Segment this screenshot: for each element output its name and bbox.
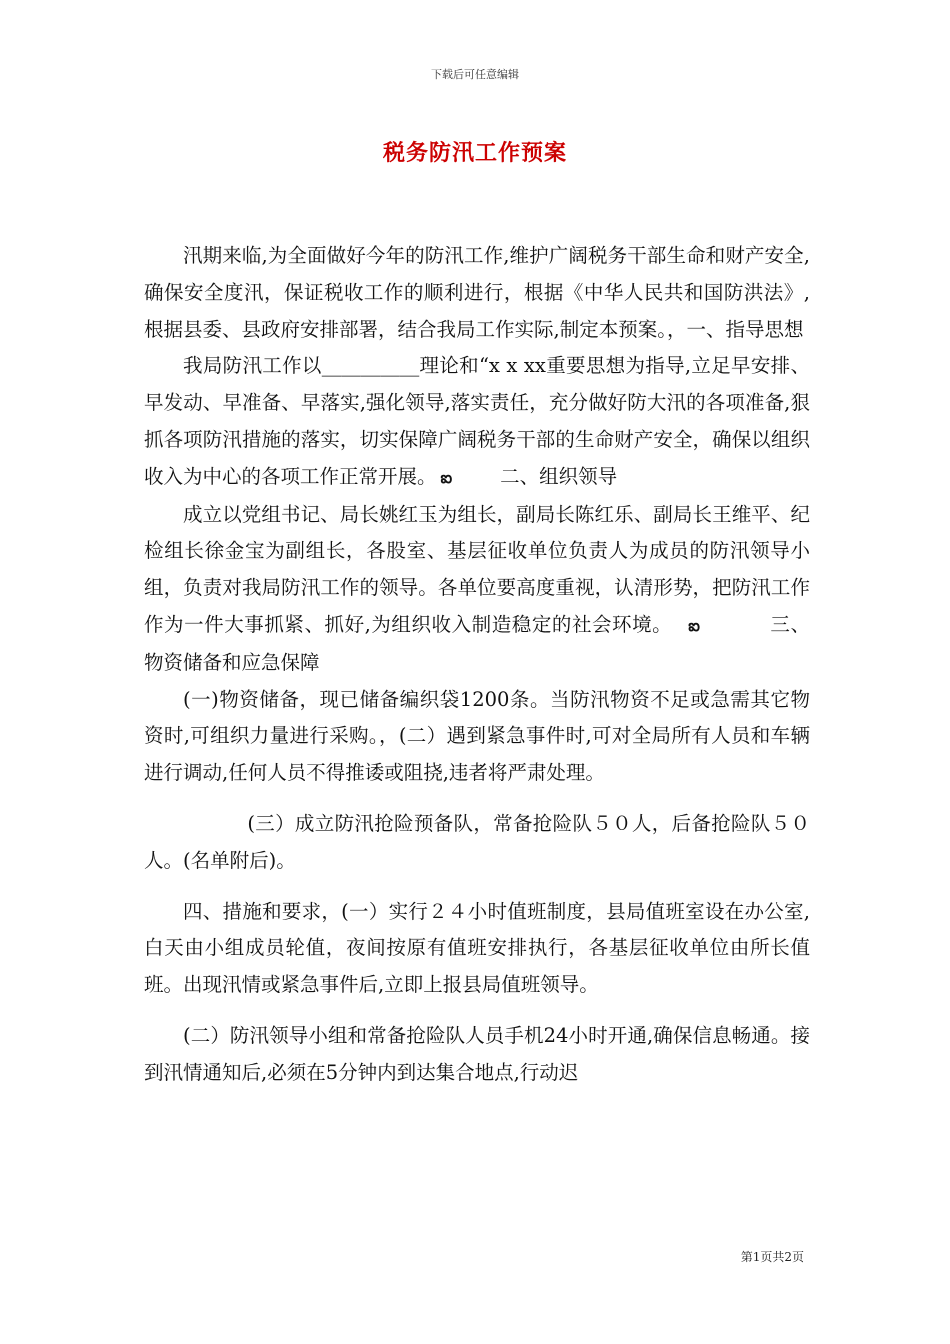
- paragraph-text: 成立以党组书记、局长姚红玉为组长，副局长陈红乐、副局长王维平、纪检组长徐金宝为副组长，各股室、基层征收单位负责人为成员的防汛领导小组，负责对我局防汛工作的领导。各单位要高度重视，认清形势，把防汛工作作为一件大事抓紧、抓好,为组织收入制造稳定的社会环境。: [144, 502, 810, 636]
- document-body: [144, 238, 810, 1092]
- paragraph-guiding-thought: [144, 348, 810, 496]
- paragraph-materials: (一)物资储备，现已储备编织袋1200条。当防汛物资不足或急需其它物资时,可组织力量进行采购。，(二）遇到紧急事件时,可对全局所有人员和车辆进行调动,任何人员不得推诿或阻挠,违者将严肃处理。: [144, 687, 810, 785]
- section-heading-organization: 二、组织领导: [500, 464, 618, 488]
- page-number: 第1页共2页: [740, 1250, 804, 1264]
- bullet-icon: ఐ: [440, 467, 453, 487]
- header-note: 下载后可任意编辑: [431, 68, 519, 81]
- paragraph-organization: [144, 497, 810, 682]
- bullet-icon: ఐ: [688, 615, 700, 635]
- paragraph-measures: 四、措施和要求，(一）实行２４小时值班制度，县局值班室设在办公室,白天由小组成员轮值，夜间按原有值班安排执行，各基层征收单位由所长值班。出现汛情或紧急事件后,立即上报县局值班领导。: [144, 899, 810, 997]
- paragraph-text: 我局防汛工作以__________理论和“x x xx重要思想为指导,立足早安排、早发动、早准备、早落实,强化领导,落实责任，充分做好防大汛的各项准备,狠抓各项防汛措施的落实，切实保障广阔税务干部的生命财产安全，确保以组织收入为中心的各项工作正常开展。: [144, 354, 810, 488]
- paragraph-rescue-team: (三）成立防汛抢险预备队，常备抢险队５０人，后备抢险队５０人。(名单附后)。: [144, 811, 810, 872]
- paragraph-communication: (二）防汛领导小组和常备抢险队人员手机24小时开通,确保信息畅通。接到汛情通知后,必须在5分钟内到达集合地点,行动迟: [144, 1023, 810, 1084]
- paragraph-intro: 汛期来临,为全面做好今年的防汛工作,维护广阔税务干部生命和财产安全,确保安全度汛，保证税收工作的顺利进行，根据《中华人民共和国防洪法》,根据县委、县政府安排部署，结合我局工作实际,制定本预案。，一、指导思想: [144, 244, 810, 341]
- section-heading-materials: 三、物资储备和应急保障: [144, 612, 810, 674]
- document-title: 税务防汛工作预案: [382, 140, 567, 166]
